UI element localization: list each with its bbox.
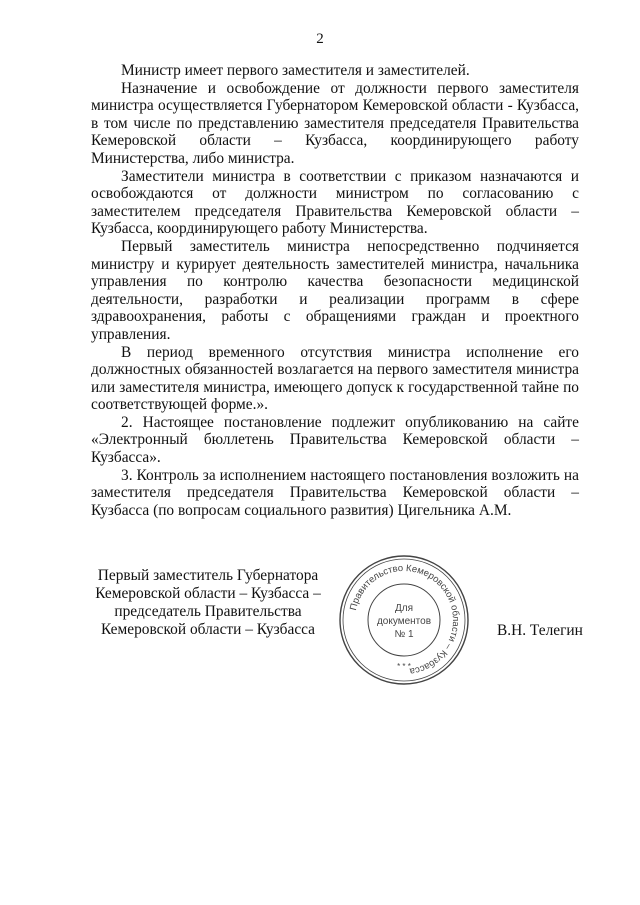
- stamp-center-line: документов: [376, 616, 432, 627]
- official-stamp: [337, 553, 471, 687]
- paragraph-publication: 2. Настоящее постановление подлежит опубликованию на сайте «Электронный бюллетень Правительства Кемеровской области – Кузбасса».: [91, 413, 579, 467]
- stamp-seal-graphic: [337, 553, 471, 687]
- signatory-position-line: председатель Правительства: [114, 603, 302, 620]
- paragraph-subordination: Первый заместитель министра непосредственно подчиняется министру и курирует деятельность заместителей министра, начальника управления по контролю качества безопасности медицинской деятельности, разработки и реализации программ в сфере здравоохранения, работы с обращениями граждан и проектного управления.: [91, 237, 579, 343]
- stamp-stars: * * *: [397, 662, 411, 671]
- paragraph-deputies: Заместители министра в соответствии с приказом назначаются и освобождаются от должности министром по согласованию с заместителем председателя Правительства Кемеровской области – Кузбасса, координирующего работу Министерства.: [91, 167, 579, 238]
- signatory-position: [92, 567, 324, 639]
- page-number: 2: [316, 31, 324, 47]
- stamp-center-line: № 1: [394, 629, 414, 640]
- paragraph-appointment: Назначение и освобождение от должности первого заместителя министра осуществляется Губернатором Кемеровской области - Кузбасса, в том числе по представлению заместителя председателя Правительства Кемеровской области – Кузбасса, координирующего работу Министерства, либо министра.: [91, 79, 579, 167]
- stamp-center-line: Для: [394, 603, 414, 614]
- document-body: [91, 62, 579, 519]
- signatory-position-line: Кемеровской области – Кузбасса –: [95, 585, 321, 602]
- stamp-ring-textpath: Правительство Кемеровской области – Кузбасса: [348, 562, 462, 677]
- paragraph-first-deputy: Министр имеет первого заместителя и заместителей.: [121, 62, 470, 79]
- signatory-position-line: Кемеровской области – Кузбасса: [100, 621, 316, 638]
- signatory-name: В.Н. Телегин: [497, 622, 583, 639]
- paragraph-temporary-absence: В период временного отсутствия министра исполнение его должностных обязанностей возлагается на первого заместителя министра или заместителя министра, имеющего допуск к государственной тайне по соответствующей форме.».: [91, 343, 579, 414]
- signatory-position-line: Первый заместитель Губернатора: [97, 567, 319, 584]
- paragraph-control: 3. Контроль за исполнением настоящего постановления возложить на заместителя председателя Правительства Кемеровской области – Кузбасса (по вопросам социального развития) Цигельника А.М.: [91, 466, 579, 519]
